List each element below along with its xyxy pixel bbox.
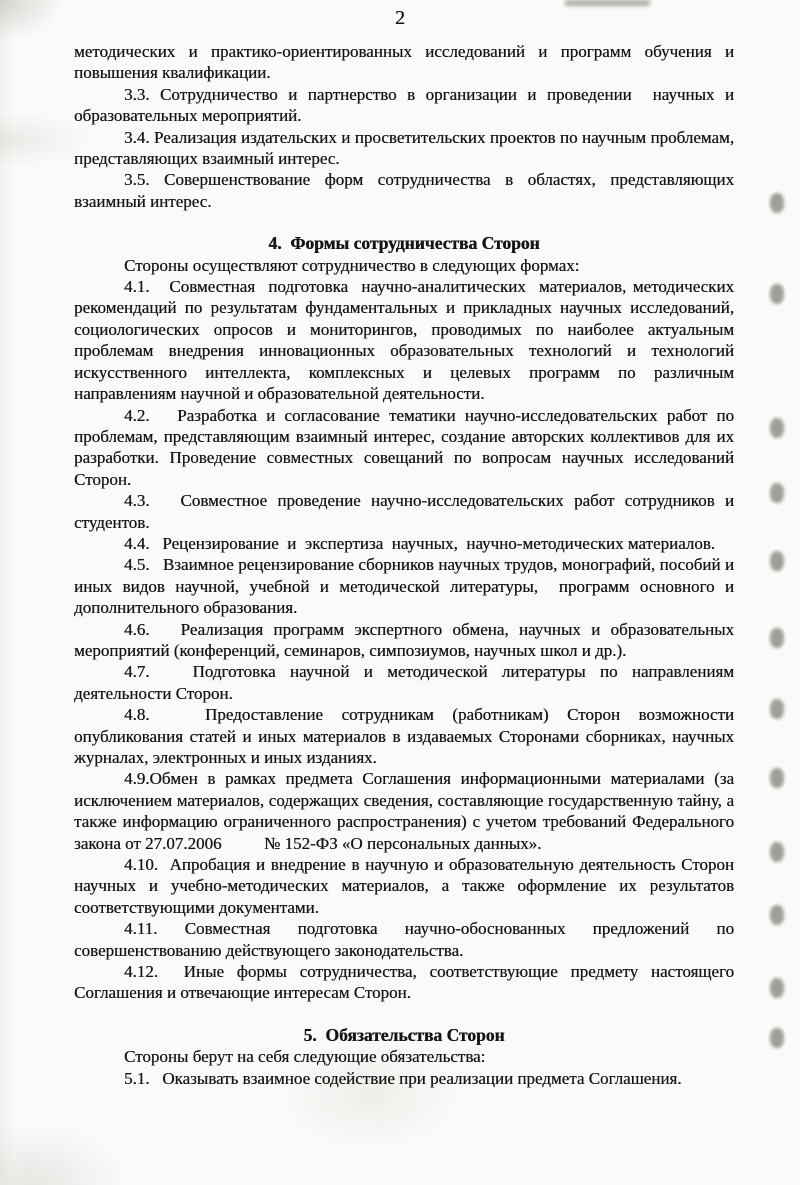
paragraph: методических и практико-ориентированных исследований и программ обучения и повышения квалификации.: [74, 42, 734, 83]
paragraph: 4.4. Рецензирование и экспертиза научных, научно-методических материалов.: [124, 533, 716, 553]
paragraph: 4.7. Подготовка научной и методической литературы по направлениям деятельности Сторон.: [74, 662, 734, 703]
paragraph: 5.1. Оказывать взаимное содействие при реализации предмета Соглашения.: [124, 1068, 682, 1088]
paragraph: 3.3. Сотрудничество и партнерство в организации и проведении научных и образовательных мероприятий.: [74, 84, 734, 126]
scan-artifact-mark: [770, 842, 784, 862]
scan-artifact-mark: [770, 699, 784, 719]
paragraph: 4.11. Совместная подготовка научно-обоснованных предложений по совершенствованию действующего законодательства.: [74, 919, 734, 960]
paragraph: 4.2. Разработка и согласование тематики научно-исследовательских работ по проблемам, представляющим взаимный интерес, создание авторских коллективов для их разработки. Проведение совместных совещаний по вопросам научных исследований Сторон.: [74, 405, 734, 489]
scan-artifact-mark: [770, 905, 784, 925]
scan-artifact-mark: [770, 284, 784, 304]
paragraph: 4.6. Реализация программ экспертного обмена, научных и образовательных мероприятий (конференций, семинаров, симпозиумов, научных школ и др.).: [74, 619, 734, 660]
scan-artifact-mark: [770, 628, 784, 648]
document-body: [74, 41, 734, 1089]
paragraph: 3.4. Реализация издательских и просветительских проектов по научным проблемам, представляющих взаимный интерес.: [74, 127, 734, 169]
paragraph: 4.10. Апробация и внедрение в научную и образовательную деятельность Сторон научных и учебно-методических материалов, а также оформление их результатов соответствующими документами.: [74, 855, 734, 917]
paragraph: 4.8. Предоставление сотрудникам (работникам) Сторон возможности опубликования статей и иных материалов в издаваемых Сторонами сборниках, научных журналах, электронных и иных изданиях.: [74, 705, 734, 767]
scan-artifact-mark: [770, 483, 784, 503]
page-number: 2: [395, 7, 405, 29]
scan-artifact-mark: [770, 193, 784, 213]
scan-artifact-mark: [770, 978, 784, 998]
paragraph: 4.12. Иные формы сотрудничества, соответствующие предмету настоящего Соглашения и отвечающие интересам Сторон.: [74, 962, 734, 1003]
paragraph: Стороны осуществляют сотрудничество в следующих формах:: [124, 255, 580, 275]
paragraph: 3.5. Совершенствование форм сотрудничества в областях, представляющих взаимный интерес.: [74, 170, 734, 211]
scan-artifact-mark: [770, 1028, 784, 1048]
scan-artifact-mark: [770, 551, 784, 571]
paragraph: 4.9.Обмен в рамках предмета Соглашения информационными материалами (за исключением материалов, содержащих сведения, составляющие государственную тайну, а также информацию ограниченного распространения) с учетом требований Федерального закона от 27.07.2006 № 152-ФЗ «О персональных данных».: [74, 769, 734, 853]
scan-artifact-mark: [770, 768, 784, 788]
paragraph: 4.3. Совместное проведение научно-исследовательских работ сотрудников и студентов.: [74, 491, 734, 532]
paragraph: 4.5. Взаимное рецензирование сборников научных трудов, монографий, пособий и иных видов научной, учебной и методической литературы, программ основного и дополнительного образования.: [74, 555, 734, 618]
paragraph: 4.1. Совместная подготовка научно-аналитических материалов, методических рекомендаций по результатам фундаментальных и прикладных научных исследований, социологических опросов и мониторингов, проводимых по наиболее актуальным проблемам внедрения инновационных образовательных технологий и технологий искусственного интеллекта, комплексных и целевых программ по различным направлениям научной и образовательной деятельности.: [74, 277, 734, 404]
paragraph: Стороны берут на себя следующие обязательства:: [124, 1047, 486, 1067]
scan-artifact-mark: [770, 418, 784, 438]
section-heading: 4. Формы сотрудничества Сторон: [268, 233, 540, 254]
section-heading: 5. Обязательства Сторон: [303, 1024, 505, 1045]
